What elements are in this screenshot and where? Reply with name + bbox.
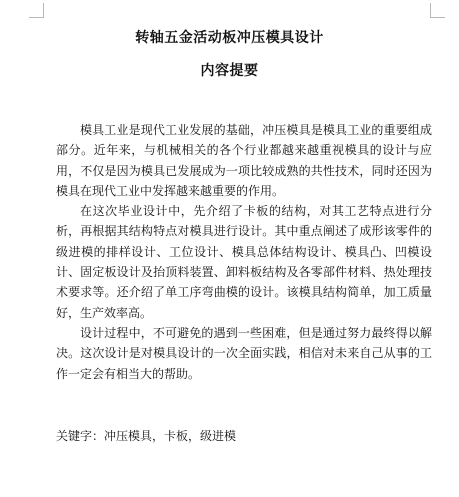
crop-mark-top-left [29,3,44,18]
paragraph-3: 设计过程中，不可避免的遇到一些困难，但是通过努力最终得以解决。这次设计是对模具设计的一次全面实践，相信对未来自己从事的工作一定会有相当大的帮助。 [56,325,432,381]
keywords-line: 关键字：冲压模具，卡板，级进模 [56,429,237,443]
abstract-body [56,120,432,384]
document-title: 转轴五金活动板冲压模具设计 [135,30,324,46]
paragraph-1: 模具工业是现代工业发展的基础，冲压模具是模具工业的重要组成部分。近年来，与机械相关的各个行业都越来越重视模具的设计与应用，不仅是因为模具已发展成为一项比较成熟的共性技术，同时还因为模具在现代工业中发挥越来越重要的作用。 [56,123,432,198]
document-subtitle: 内容提要 [200,63,259,79]
crop-mark-top-right [430,3,445,18]
paragraph-2: 在这次毕业设计中，先介绍了卡板的结构，对其工艺特点进行分析，再根据其结构特点对模具进行设计。其中重点阐述了成形该零件的级进模的排样设计、工位设计、模具总体结构设计、模具凸、凹模设计、固定板设计及抬顶料装置、卸料板结构及各零部件材料、热处理技术要求等。还介绍了单工序弯曲模的设计。该模具结构简单，加工质量好，生产效率高。 [56,204,432,320]
